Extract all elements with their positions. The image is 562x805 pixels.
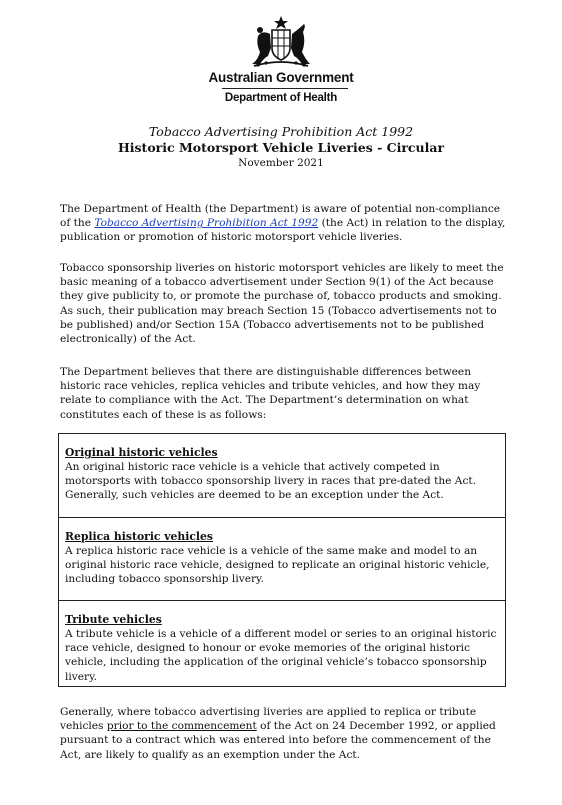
document-title-block	[0, 124, 562, 170]
definition-heading: Replica historic vehicles	[65, 530, 213, 543]
intro-paragraph-2: Tobacco sponsorship liveries on historic motorsport vehicles are likely to meet the basic meaning of a tobacco advertisement under Section 9(1) of the Act because they give publicity to, or promote the purchase of, tobacco products and smoking. As such, their publication may breach Section 15 (Tobacco advertisements not to be published) and/or Section 15A (Tobacco advertisements not to be published electronically) of the Act.	[60, 262, 504, 346]
header-divider	[222, 88, 348, 89]
definition-replica	[59, 518, 505, 601]
definition-body: An original historic race vehicle is a vehicle that actively competed in motorsports with tobacco sponsorship livery in races that pre-dated the Act. Generally, such vehicles are deemed to be an exception under the Act.	[65, 461, 477, 502]
act-title: Tobacco Advertising Prohibition Act 1992	[148, 124, 414, 139]
definitions-table	[58, 433, 506, 687]
intro-text-a: The Department of Health (the Department) is aware of potential non-compliance of the	[60, 203, 501, 230]
definition-body: A tribute vehicle is a vehicle of a different model or series to an original historic race vehicle, designed to honour or evoke memories of the original historic vehicle, including the application of the original vehicle’s tobacco sponsorship livery.	[65, 628, 497, 683]
department-name: Department of Health	[224, 92, 338, 104]
definition-tribute	[59, 601, 505, 686]
act-link[interactable]: Tobacco Advertising Prohibition Act 1992	[94, 217, 319, 230]
definition-heading: Original historic vehicles	[65, 446, 218, 459]
circular-title: Historic Motorsport Vehicle Liveries - Circular	[117, 140, 445, 155]
closing-underlined-text: prior to the commencement	[106, 720, 257, 733]
definition-original	[59, 434, 505, 518]
intro-paragraph-3: The Department believes that there are distinguishable differences between historic race vehicles, replica vehicles and tribute vehicles, and how they may relate to compliance with the Act. The Department’s determination on what constitutes each of these is as follows:	[60, 366, 481, 421]
coat-of-arms-icon	[246, 14, 316, 70]
definition-body: A replica historic race vehicle is a vehicle of the same make and model to an original historic race vehicle, designed to replicate an original historic vehicle, including tobacco sponsorship livery.	[65, 545, 490, 586]
government-name: Australian Government	[208, 70, 354, 85]
definition-heading: Tribute vehicles	[65, 613, 162, 626]
closing-text-b: of the Act on 24 December 1992, or applied pursuant to a contract which was entered into before the commencement of the Act, are likely to qualify as an exemption under the Act.	[60, 720, 496, 761]
intro-text-b: (the Act) in relation to the display, publication or promotion of historic motorsport vehicle liveries.	[60, 217, 506, 244]
closing-text-a: Generally, where tobacco advertising liveries are applied to replica or tribute vehicles	[60, 706, 477, 733]
closing-paragraph	[60, 705, 508, 762]
publication-date: November 2021	[238, 157, 324, 169]
intro-paragraph-1	[60, 202, 508, 245]
